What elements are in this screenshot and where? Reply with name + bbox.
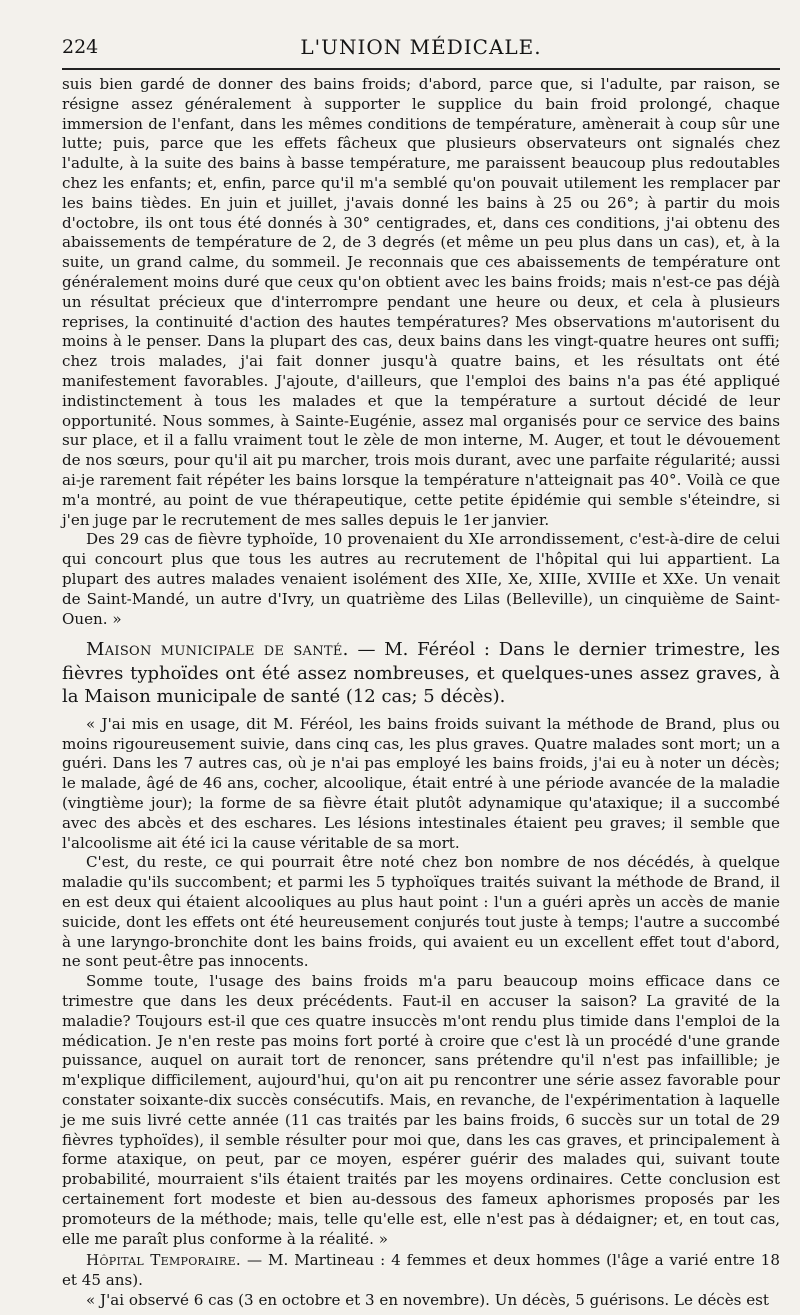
section-maison-municipale [62, 638, 780, 709]
header-rule [62, 68, 780, 70]
page-header [62, 30, 780, 70]
section-heading-hopital: Hôpital Temporaire. [86, 1251, 242, 1270]
paragraph-5: Somme toute, l'usage des bains froids m'a paru beaucoup moins efficace dans ce trimestre que dans les deux précédents. Faut-il en accuser la saison? La gravité de la maladie? Toujours est-il que ces quatre insuccès m'ont rendu plus timide dans l'emploi de la médication. Je n'en reste pas moins fort porté à croire que c'est là un procédé d'une grande puissance, auquel on aurait tort de renoncer, sans prétendre qu'il n'est pas infaillible; je m'explique difficilement, aujourd'hui, qu'on ait pu rencontrer une série assez favorable pour constater soixante-dix succès consécutifs. Mais, en revanche, de l'expérimentation à laquelle je me suis livré cette année (11 cas traités par les bains froids, 6 succès sur un total de 29 fièvres typhoïdes), il semble résulter pour moi que, dans les cas graves, et principalement à forme ataxique, on peut, par ce moyen, espérer guérir des malades qui, suivant toute probabilité, mourraient s'ils étaient traités par les moyens ordinaires. Cette conclusion est certainement fort modeste et bien au-dessous des fameux aphorismes proposés par les promoteurs de la méthode; mais, telle qu'elle est, elle n'est pas à dédaigner; et, en tout cas, elle me paraît plus conforme à la réalité. » [62, 972, 780, 1248]
paragraph-4: C'est, du reste, ce qui pourrait être noté chez bon nombre de nos décédés, à quelque maladie qu'ils succombent; et parmi les 5 typhoïques traités suivant la méthode de Brand, il en est deux qui étaient alcooliques au plus haut point : l'un a guéri après un accès de manie suicide, dont les effets ont été heureusement conjurés tout juste à temps; l'autre a succombé à une laryngo-bronchite dont les bains froids, qui avaient eu un excellent effet tout d'abord, ne sont peut-être pas innocents. [62, 853, 780, 971]
section-text-hopital: — M. Martineau : 4 femmes et deux hommes (l'âge a varié entre 18 et 45 ans). [62, 1251, 780, 1290]
section-hopital-temporaire [62, 1251, 780, 1291]
paragraph-1: suis bien gardé de donner des bains froids; d'abord, parce que, si l'adulte, par raison, se résigne assez généralement à supporter le supplice du bain froid prolongé, chaque immersion de l'enfant, dans les mêmes conditions de température, amènerait à coup sûr une lutte; puis, parce que les effets fâcheux que plusieurs observateurs ont signalés chez l'adulte, à la suite des bains à basse température, me paraissent beaucoup plus redoutables chez les enfants; et, enfin, parce qu'il m'a semblé qu'on pouvait utilement les remplacer par les bains tièdes. En juin et juillet, j'avais donné les bains à 25 ou 26°; à partir du mois d'octobre, ils ont tous été donnés à 30° centigrades, et, dans ces conditions, j'ai obtenu des abaissements de température de 2, de 3 degrés (et même un peu plus dans un cas), et, à la suite, un grand calme, du sommeil. Je reconnais que ces abaissements de température ont généralement moins duré que ceux qu'on obtient avec les bains froids; mais n'est-ce pas déjà un résultat précieux que d'interrompre pendant une heure ou deux, et cela à plusieurs reprises, la continuité d'action des hautes températures? Mes observations m'autorisent du moins à le penser. Dans la plupart des cas, deux bains dans les vingt-quatre heures ont suffi; chez trois malades, j'ai fait donner jusqu'à quatre bains, et les résultats ont été manifestement favorables. J'ajoute, d'ailleurs, que l'emploi des bains n'a pas été appliqué indistinctement à tous les malades et que la température a surtout décidé de leur opportunité. Nous sommes, à Sainte-Eugénie, assez mal organisés pour ce service des bains sur place, et il a fallu vraiment tout le zèle de mon interne, M. Auger, et tout le dévouement de nos sœurs, pour qu'il ait pu marcher, trois mois durant, avec une parfaite régularité; aussi ai-je rarement fait répéter les bains lorsque la température n'atteignait pas 40°. Voilà ce que m'a montré, au point de vue thérapeutique, cette petite épidémie qui semble s'éteindre, si j'en juge par le recrutement de mes salles depuis le 1er janvier. [62, 75, 780, 529]
section-heading-maison: Maison municipale de santé. [86, 639, 349, 661]
paragraph-3: « J'ai mis en usage, dit M. Féréol, les bains froids suivant la méthode de Brand, plus ou moins rigoureusement suivie, dans cinq cas, les plus graves. Quatre malades sont mort; un a guéri. Dans les 7 autres cas, où je n'ai pas employé les bains froids, j'ai eu à noter un décès; le malade, âgé de 46 ans, cocher, alcoolique, était entré à une période avancée de la maladie (vingtième jour); la forme de sa fièvre était plutôt adynamique qu'ataxique; il a succombé avec des abcès et des eschares. Les lésions intestinales étaient peu graves; il semble que l'alcoolisme ait été ici la cause véritable de sa mort. [62, 714, 780, 852]
page-number: 224 [62, 36, 99, 58]
journal-title: L'UNION MÉDICALE. [300, 35, 542, 59]
article-body [62, 75, 780, 1311]
paragraph-2: Des 29 cas de fièvre typhoïde, 10 provenaient du XIe arrondissement, c'est-à-dire de celui qui concourt plus que tous les autres au recrutement de l'hôpital qui lui appartient. La plupart des autres malades venaient isolément des XIIe, Xe, XIIIe, XVIIIe et XXe. Un venait de Saint-Mandé, un autre d'Ivry, un quatrième des Lilas (Belleville), un cinquième de Saint-Ouen. » [62, 530, 780, 628]
section-text-maison: — M. Féréol : Dans le dernier trimestre, les fièvres typhoïdes ont été assez nombreuses, et quelques-unes assez graves, à la Maison municipale de santé (12 cas; 5 décès). [62, 639, 780, 708]
paragraph-6: « J'ai observé 6 cas (3 en octobre et 3 en novembre). Un décès, 5 guérisons. Le décès est [86, 1290, 769, 1309]
